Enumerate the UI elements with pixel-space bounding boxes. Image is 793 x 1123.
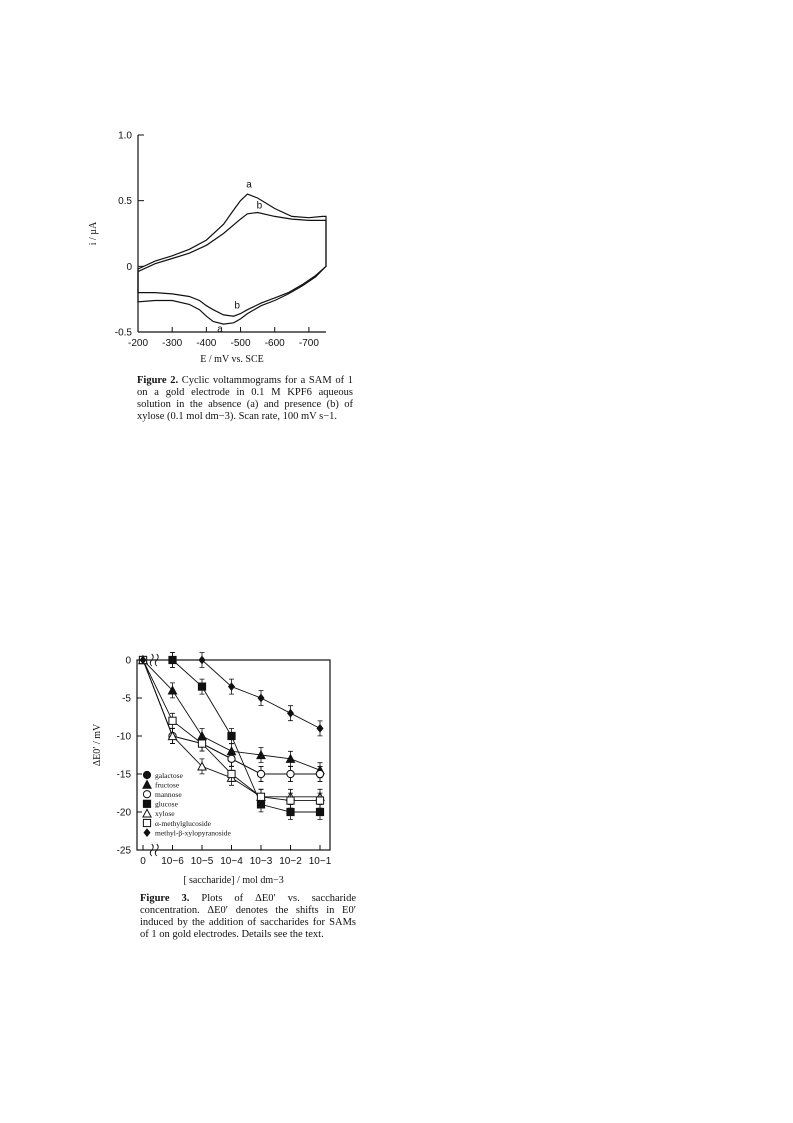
fig2-x-tick-label: -600 — [264, 338, 285, 349]
fig2-y-tick-label: 0 — [126, 261, 132, 273]
fig3-data-point — [287, 808, 294, 815]
fig2-y-axis-label: i / µA — [88, 221, 99, 246]
fig3-legend-marker — [144, 829, 150, 836]
fig3-legend-label: galactose — [155, 770, 183, 780]
fig2-curve-label: a — [246, 179, 252, 191]
fig3-legend-marker — [143, 809, 151, 817]
fig3-data-point — [228, 755, 235, 762]
fig3-legend-label: methyl-β-xylopyranoside — [155, 828, 231, 838]
fig3-x-axis-label: [ saccharide] / mol dm−3 — [183, 875, 284, 885]
fig2-x-tick-label: -400 — [196, 338, 217, 349]
fig3-data-point — [316, 770, 323, 777]
fig3-y-tick-label: -10 — [116, 731, 131, 743]
fig2-x-tick-label: -500 — [230, 338, 251, 349]
fig3-data-point — [287, 770, 294, 777]
fig3-y-tick-label: -15 — [116, 769, 131, 781]
fig3-data-point — [258, 694, 264, 701]
fig3-data-point — [287, 797, 294, 804]
fig3-y-tick-label: -20 — [116, 807, 131, 819]
figure-3-caption-label: Figure 3. — [140, 893, 190, 904]
fig2-x-tick-label: -700 — [298, 338, 319, 349]
fig2-x-tick-label: -200 — [127, 338, 149, 349]
fig3-x-tick-label: 10−2 — [279, 856, 302, 867]
fig2-series-a — [138, 194, 326, 324]
fig3-x-tick-label: 10−6 — [161, 856, 184, 867]
fig2-curve-label: a — [217, 324, 223, 335]
fig2-x-tick-label: -300 — [162, 338, 183, 349]
fig3-y-axis-label: ΔE0′ / mV — [92, 723, 103, 767]
fig3-x-tick-label: 10−5 — [190, 856, 214, 867]
fig3-legend-label: α-methylglucoside — [155, 818, 212, 828]
fig3-data-point — [229, 683, 235, 690]
fig3-y-tick-label: 0 — [125, 655, 131, 667]
fig2-y-tick-label: 0.5 — [118, 196, 132, 208]
fig3-data-point — [257, 793, 264, 800]
fig3-legend-label: fructose — [155, 780, 180, 790]
fig3-data-point — [257, 770, 264, 777]
fig3-legend-marker — [143, 819, 150, 826]
fig3-legend-marker — [143, 791, 150, 798]
fig2-curve-label: b — [256, 200, 263, 212]
fig2-y-tick-label: 1.0 — [118, 130, 132, 142]
fig3-data-point — [198, 740, 205, 747]
fig3-legend-label: glucose — [155, 799, 178, 809]
fig3-data-point — [228, 770, 235, 777]
figure-2-caption — [137, 375, 353, 423]
fig3-data-point — [316, 797, 323, 804]
fig3-data-point — [317, 725, 323, 732]
fig3-y-tick-label: -25 — [116, 845, 131, 857]
figure-3-chart — [80, 645, 360, 885]
fig3-x-tick-label: 0 — [140, 856, 146, 867]
fig3-data-point — [288, 710, 294, 717]
fig3-legend-label: xylose — [155, 809, 175, 819]
fig3-data-point — [316, 808, 323, 815]
fig3-legend-label: mannose — [155, 790, 182, 799]
fig3-data-point — [169, 717, 176, 724]
fig3-legend-marker — [143, 771, 150, 778]
fig3-data-point — [198, 683, 205, 690]
fig3-y-tick-label: -5 — [122, 693, 131, 705]
fig2-y-tick-label: -0.5 — [114, 327, 132, 339]
fig3-x-tick-label: 10−1 — [308, 856, 332, 867]
fig3-data-point — [199, 656, 205, 663]
figure-2-chart — [80, 120, 350, 375]
figure-3-caption — [140, 893, 356, 941]
fig3-data-point — [228, 732, 235, 739]
fig3-x-tick-label: 10−3 — [249, 856, 273, 867]
fig2-x-axis-label: E / mV vs. SCE — [200, 354, 264, 365]
fig3-x-tick-label: 10−4 — [220, 856, 243, 867]
figure-2-caption-label: Figure 2. — [137, 375, 179, 386]
figure-3-caption-text: Plots of ΔE0′ vs. saccharide concentration. ΔE0′ denotes the shifts in E0′ induced by the addition of saccharides for SAMs of 1 on gold electrodes. Details see the text. — [140, 893, 357, 940]
fig3-legend-marker — [143, 800, 150, 807]
fig2-curve-label: b — [234, 300, 240, 312]
fig3-legend-marker — [143, 781, 151, 789]
figure-2-caption-text: Cyclic voltammograms for a SAM of 1 on a gold electrode in 0.1 M KPF6 aqueous solution in the absence (a) and presence (b) of xylose (0.1 mol dm−3). Scan rate, 100 mV s−1. — [137, 375, 353, 422]
